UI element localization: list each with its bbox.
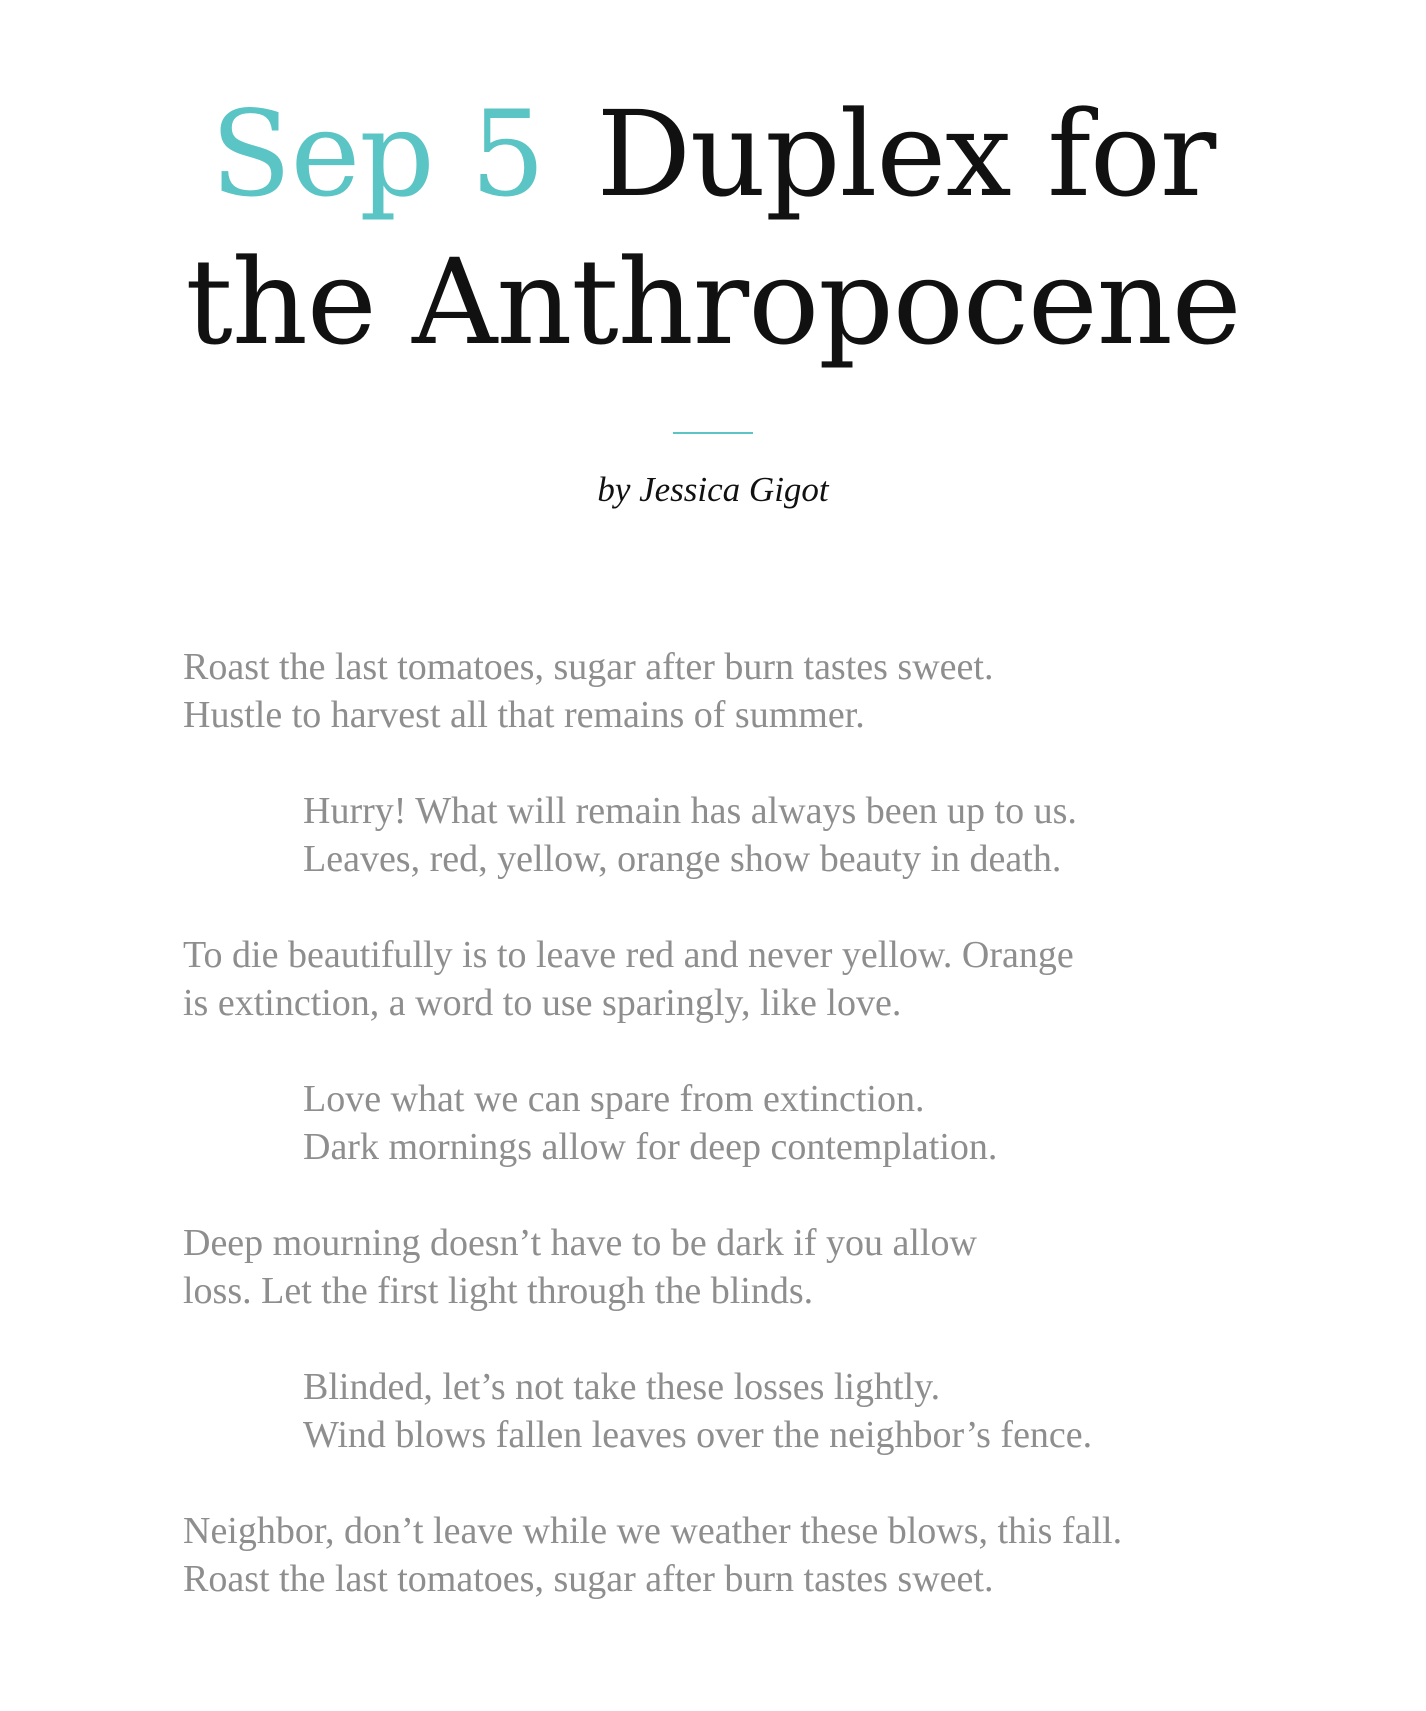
poem-line: To die beautifully is to leave red and never yellow. Orange: [183, 934, 1074, 976]
poem-line: Roast the last tomatoes, sugar after burn tastes sweet.: [183, 1558, 994, 1600]
poem-stanza: [183, 1075, 1283, 1171]
poem-line: is extinction, a word to use sparingly, like love.: [183, 982, 902, 1024]
poem-body: [183, 643, 1283, 1651]
post-title: Duplex for the Anthropocene: [185, 85, 1241, 371]
title-divider: [673, 432, 753, 434]
post-header: [0, 80, 1426, 510]
poem-line: Dark mornings allow for deep contemplation.: [303, 1126, 998, 1168]
byline: by Jessica Gigot: [597, 470, 829, 509]
poem-stanza: [183, 1363, 1283, 1459]
post-date: Sep 5: [210, 85, 545, 223]
post-title-block: [123, 80, 1303, 376]
poem-stanza: [183, 1219, 1283, 1315]
poem-line: Wind blows fallen leaves over the neighbor’s fence.: [303, 1414, 1093, 1456]
poem-line: Love what we can spare from extinction.: [303, 1078, 925, 1120]
poem-stanza: [183, 787, 1283, 883]
poem-line: Deep mourning doesn’t have to be dark if you allow: [183, 1222, 977, 1264]
poem-line: Hurry! What will remain has always been up to us.: [303, 790, 1077, 832]
poem-stanza: [183, 643, 1283, 739]
poem-line: loss. Let the first light through the blinds.: [183, 1270, 814, 1312]
poem-line: Hustle to harvest all that remains of summer.: [183, 694, 865, 736]
poem-line: Leaves, red, yellow, orange show beauty in death.: [303, 838, 1062, 880]
poem-stanza: [183, 931, 1283, 1027]
poem-line: Blinded, let’s not take these losses lightly.: [303, 1366, 941, 1408]
poem-line: Neighbor, don’t leave while we weather these blows, this fall.: [183, 1510, 1123, 1552]
poem-stanza: [183, 1507, 1283, 1603]
poem-line: Roast the last tomatoes, sugar after burn tastes sweet.: [183, 646, 994, 688]
